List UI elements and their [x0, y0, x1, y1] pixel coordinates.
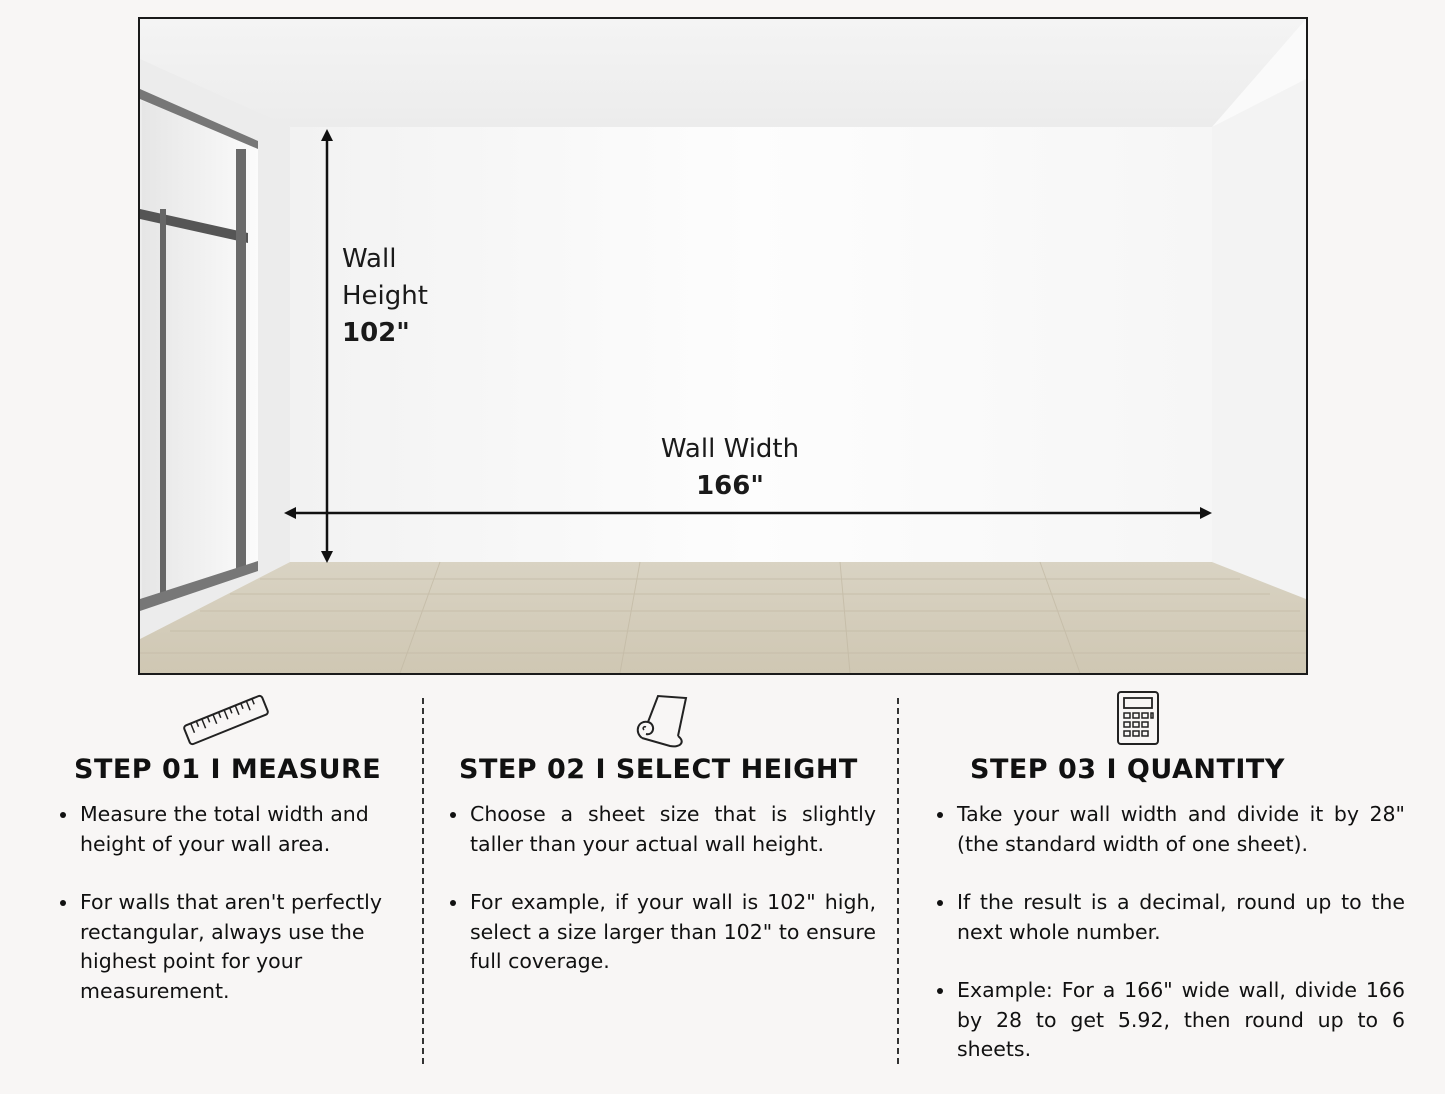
- wall-height-value: 102": [342, 318, 410, 348]
- divider: [422, 698, 424, 1064]
- step-02-list: [448, 800, 876, 1006]
- step-02-title: STEP 02 I SELECT HEIGHT: [459, 754, 858, 785]
- ruler-icon: [180, 690, 272, 754]
- list-item: For example, if your wall is 102" high, select a size larger than 102" to ensure full coverage.: [448, 888, 876, 977]
- step-01-title: STEP 01 I MEASURE: [74, 754, 382, 785]
- wallpaper-roll-icon: [632, 690, 690, 752]
- step-03-title: STEP 03 I QUANTITY: [970, 754, 1285, 785]
- list-item: Choose a sheet size that is slightly taller than your actual wall height.: [448, 800, 876, 859]
- list-item: Take your wall width and divide it by 28" (the standard width of one sheet).: [935, 800, 1405, 859]
- wall-width-label: Wall Width 166": [660, 434, 800, 501]
- step-01-list: [58, 800, 398, 1035]
- wall-width-value: 166": [696, 471, 764, 501]
- room-scene: [140, 19, 1306, 673]
- room-illustration: [138, 17, 1308, 675]
- list-item: Measure the total width and height of your wall area.: [58, 800, 398, 859]
- calculator-icon: [1115, 690, 1161, 750]
- divider: [897, 698, 899, 1064]
- list-item: Example: For a 166" wide wall, divide 166 by 28 to get 5.92, then round up to 6 sheets.: [935, 976, 1405, 1065]
- list-item: If the result is a decimal, round up to the next whole number.: [935, 888, 1405, 947]
- wall-height-label: Wall Height 102": [342, 244, 428, 348]
- step-03-list: [935, 800, 1405, 1094]
- list-item: For walls that aren't perfectly rectangular, always use the highest point for your measurement.: [58, 888, 398, 1006]
